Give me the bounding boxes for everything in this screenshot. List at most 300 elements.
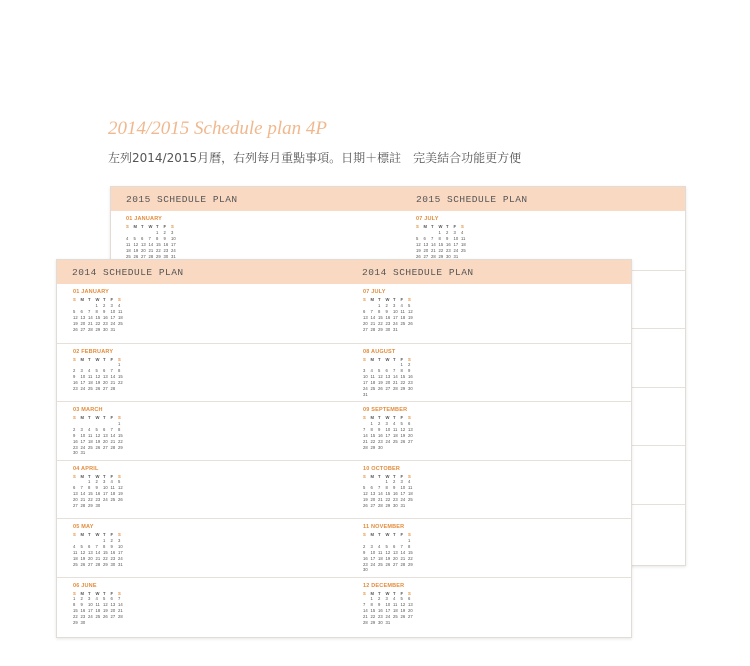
day-number: 9 (110, 543, 113, 549)
day-number: 23 (110, 555, 116, 561)
day-number: 4 (393, 596, 396, 602)
day-number: 2 (73, 426, 76, 432)
month-calendar (73, 583, 126, 626)
day-number: 16 (110, 549, 116, 555)
day-number: 6 (408, 420, 411, 426)
weekday-label: T (88, 590, 91, 596)
day-number: 15 (385, 491, 391, 497)
day-number: 28 (378, 503, 383, 509)
day-number: 12 (385, 549, 391, 555)
day-number: 15 (156, 241, 161, 247)
weekday-label: F (400, 356, 404, 362)
day-number: 16 (378, 608, 383, 614)
day-number: 20 (408, 608, 413, 614)
weekday-label: T (446, 224, 449, 229)
day-number: 29 (370, 444, 376, 450)
day-number: 5 (416, 235, 419, 241)
weekday-label: F (400, 415, 404, 420)
weekday-label: T (378, 356, 381, 362)
day-number: 30 (378, 620, 383, 626)
day-number: 16 (363, 555, 368, 561)
day-number: 27 (370, 503, 376, 509)
day-number: 27 (393, 561, 398, 567)
day-number: 29 (118, 444, 123, 450)
day-number: 26 (133, 253, 139, 259)
month-name: 01 JANUARY (126, 216, 163, 222)
day-number: 18 (378, 555, 383, 561)
day-number: 1 (73, 596, 76, 602)
day-number: 19 (385, 555, 391, 561)
day-number: 30 (110, 561, 116, 567)
day-number: 15 (88, 491, 93, 497)
day-number: 25 (461, 247, 466, 253)
day-number: 4 (88, 368, 91, 374)
day-number: 22 (103, 555, 108, 561)
day-number: 2 (393, 479, 396, 485)
day-number: 25 (110, 497, 116, 503)
day-number: 4 (95, 596, 98, 602)
day-number: 28 (431, 253, 436, 259)
day-number: 16 (80, 608, 86, 614)
day-number: 1 (370, 420, 373, 426)
day-number: 23 (80, 614, 86, 620)
month-name: 08 AUGUST (363, 348, 396, 355)
day-number: 8 (118, 368, 121, 374)
day-number: 28 (110, 386, 116, 392)
day-number: 29 (95, 326, 101, 332)
weekday-label: S (118, 356, 121, 362)
day-number: 18 (88, 438, 93, 444)
day-number: 27 (110, 614, 116, 620)
day-number: 3 (80, 368, 83, 374)
day-number: 17 (385, 608, 391, 614)
day-number: 31 (80, 450, 86, 456)
weekday-label: M (80, 590, 84, 596)
weekday-label: F (163, 224, 167, 229)
day-number: 17 (88, 608, 93, 614)
day-number: 15 (400, 374, 406, 380)
day-number: 2 (363, 543, 366, 549)
weekday-label: M (370, 297, 374, 302)
day-number: 20 (141, 247, 146, 253)
day-number: 13 (408, 426, 413, 432)
weekday-label: W (95, 590, 100, 596)
month-calendar (363, 583, 416, 626)
weekday-label: S (73, 415, 76, 420)
day-number: 1 (95, 302, 98, 308)
weekday-label: M (370, 356, 374, 362)
day-number: 31 (363, 391, 368, 397)
weekday-label: T (393, 415, 396, 420)
month-calendar (363, 289, 416, 332)
day-number: 5 (378, 368, 381, 374)
day-number: 6 (110, 596, 113, 602)
day-number: 18 (461, 241, 466, 247)
day-number: 13 (88, 549, 93, 555)
weekday-label: F (110, 590, 114, 596)
month-row (57, 577, 631, 636)
month-name: 02 FEBRUARY (73, 348, 114, 355)
day-number: 11 (378, 549, 383, 555)
day-number: 17 (110, 314, 116, 320)
day-number: 29 (408, 561, 413, 567)
day-number: 18 (88, 380, 93, 386)
weekday-label: S (73, 532, 76, 537)
day-number: 2 (95, 479, 98, 485)
weekday-label: S (461, 224, 464, 229)
day-number: 2 (408, 362, 411, 368)
month-calendar (73, 349, 126, 392)
weekday-label: T (103, 473, 106, 479)
day-grid (73, 415, 126, 456)
month-row (57, 401, 631, 460)
day-number: 4 (461, 229, 464, 235)
day-number: 31 (118, 561, 123, 567)
day-number: 17 (363, 380, 368, 386)
day-number: 28 (363, 444, 368, 450)
weekday-label: W (95, 415, 100, 420)
day-number: 30 (393, 503, 398, 509)
day-number: 23 (393, 497, 398, 503)
day-number: 17 (118, 549, 123, 555)
day-number: 24 (370, 561, 376, 567)
day-number: 29 (385, 503, 391, 509)
day-number: 7 (400, 543, 403, 549)
day-number: 14 (110, 432, 116, 438)
day-number: 18 (370, 380, 376, 386)
day-number: 11 (408, 485, 413, 491)
month-name: 11 NOVEMBER (363, 524, 405, 530)
weekday-label: M (423, 224, 427, 229)
day-number: 25 (88, 444, 93, 450)
day-number: 10 (385, 602, 391, 608)
weekday-label: T (431, 224, 434, 229)
day-number: 19 (400, 432, 406, 438)
day-number: 19 (73, 320, 78, 326)
day-grid (363, 415, 416, 450)
day-number: 18 (393, 608, 398, 614)
day-number: 14 (363, 432, 368, 438)
weekday-label: T (103, 415, 106, 420)
weekday-label: F (400, 590, 404, 596)
day-number: 15 (118, 432, 123, 438)
day-number: 26 (118, 497, 123, 503)
weekday-label: S (408, 415, 411, 420)
weekday-label: F (400, 473, 404, 479)
day-number: 20 (363, 320, 368, 326)
day-number: 19 (95, 438, 101, 444)
day-number: 8 (408, 543, 411, 549)
day-number: 25 (95, 614, 101, 620)
weekday-label: S (363, 356, 366, 362)
weekday-label: S (363, 297, 366, 302)
day-number: 22 (370, 438, 376, 444)
day-number: 21 (110, 438, 116, 444)
day-number: 28 (110, 444, 116, 450)
day-number: 6 (393, 543, 396, 549)
day-number: 19 (118, 491, 123, 497)
weekday-label: F (110, 356, 114, 362)
sheet-2014 (56, 259, 632, 638)
day-number: 10 (88, 602, 93, 608)
day-number: 22 (118, 438, 123, 444)
month-calendar (363, 407, 416, 450)
day-number: 10 (103, 485, 108, 491)
day-number: 19 (408, 314, 413, 320)
day-number: 29 (370, 620, 376, 626)
day-number: 21 (148, 247, 154, 253)
day-number: 1 (88, 479, 91, 485)
day-number: 12 (408, 308, 413, 314)
day-number: 22 (73, 614, 78, 620)
day-number: 21 (118, 608, 123, 614)
day-number: 4 (88, 426, 91, 432)
weekday-label: T (156, 224, 159, 229)
weekday-label: S (118, 297, 121, 302)
day-number: 30 (95, 503, 101, 509)
day-number: 13 (363, 314, 368, 320)
day-number: 27 (103, 386, 108, 392)
day-number: 18 (393, 432, 398, 438)
day-number: 5 (95, 426, 98, 432)
weekday-label: T (393, 473, 396, 479)
weekday-label: T (103, 297, 106, 302)
day-number: 8 (378, 308, 381, 314)
day-number: 12 (95, 374, 101, 380)
day-number: 6 (423, 235, 426, 241)
month-calendar (416, 216, 469, 259)
day-number: 4 (118, 302, 121, 308)
day-number: 13 (80, 314, 86, 320)
day-number: 22 (156, 247, 161, 253)
day-number: 11 (126, 241, 131, 247)
day-number: 22 (118, 380, 123, 386)
day-number: 1 (118, 362, 121, 368)
weekday-label: T (378, 473, 381, 479)
day-number: 8 (103, 543, 106, 549)
day-number: 20 (73, 497, 78, 503)
day-number: 28 (400, 561, 406, 567)
weekday-label: F (110, 473, 114, 479)
day-number: 12 (400, 426, 406, 432)
day-number: 6 (370, 485, 373, 491)
weekday-label: M (80, 532, 84, 537)
day-number: 30 (378, 444, 383, 450)
weekday-label: S (363, 532, 366, 537)
day-number: 1 (156, 229, 159, 235)
weekday-label: T (393, 532, 396, 537)
day-number: 9 (163, 235, 166, 241)
day-number: 22 (370, 614, 376, 620)
day-number: 16 (408, 374, 413, 380)
day-number: 20 (370, 497, 376, 503)
weekday-label: S (118, 473, 121, 479)
day-number: 26 (363, 503, 368, 509)
day-number: 19 (400, 608, 406, 614)
day-number: 19 (103, 608, 108, 614)
day-number: 29 (156, 253, 161, 259)
day-number: 5 (73, 308, 76, 314)
day-number: 28 (363, 620, 368, 626)
day-number: 29 (88, 503, 93, 509)
day-number: 28 (393, 386, 398, 392)
day-number: 6 (73, 485, 76, 491)
day-number: 23 (385, 320, 391, 326)
weekday-label: T (88, 415, 91, 420)
weekday-label: S (73, 473, 76, 479)
weekday-label: T (88, 473, 91, 479)
weekday-label: M (80, 415, 84, 420)
day-number: 1 (103, 537, 106, 543)
day-number: 14 (400, 549, 406, 555)
day-number: 18 (408, 491, 413, 497)
day-number: 21 (95, 555, 101, 561)
day-number: 10 (370, 549, 376, 555)
day-number: 26 (95, 444, 101, 450)
day-number: 25 (393, 614, 398, 620)
day-number: 9 (385, 308, 388, 314)
sheet-2015-header-right: 2015 SCHEDULE PLAN (416, 194, 528, 205)
sheet-2014-header-left: 2014 SCHEDULE PLAN (72, 267, 184, 278)
day-grid (73, 532, 126, 567)
day-grid (363, 297, 416, 332)
day-number: 14 (431, 241, 436, 247)
month-name: 04 APRIL (73, 465, 99, 472)
day-number: 2 (378, 596, 381, 602)
day-number: 30 (446, 253, 451, 259)
day-number: 11 (393, 602, 398, 608)
day-number: 14 (118, 602, 123, 608)
day-number: 28 (88, 326, 93, 332)
day-number: 18 (118, 314, 123, 320)
day-number: 10 (80, 374, 86, 380)
day-number: 21 (370, 320, 376, 326)
day-number: 24 (400, 497, 406, 503)
day-number: 6 (385, 368, 388, 374)
weekday-label: T (378, 415, 381, 420)
day-number: 29 (378, 326, 383, 332)
weekday-label: F (400, 532, 404, 537)
day-number: 31 (110, 326, 116, 332)
day-number: 7 (378, 485, 381, 491)
day-number: 27 (423, 253, 429, 259)
weekday-label: S (408, 532, 411, 537)
day-number: 27 (385, 386, 391, 392)
day-number: 7 (393, 368, 396, 374)
day-number: 22 (95, 320, 101, 326)
day-number: 20 (110, 608, 116, 614)
day-number: 5 (133, 235, 136, 241)
day-number: 16 (163, 241, 169, 247)
day-number: 17 (80, 380, 86, 386)
day-number: 17 (453, 241, 459, 247)
month-name: 05 MAY (73, 524, 94, 530)
day-number: 5 (400, 420, 403, 426)
day-number: 7 (431, 235, 434, 241)
day-number: 9 (393, 485, 396, 491)
day-number: 2 (73, 368, 76, 374)
day-number: 3 (385, 596, 388, 602)
day-number: 6 (408, 596, 411, 602)
day-number: 5 (95, 368, 98, 374)
day-number: 6 (80, 308, 83, 314)
day-number: 13 (73, 491, 78, 497)
day-grid (73, 357, 126, 392)
month-row (57, 460, 631, 519)
weekday-label: S (408, 473, 411, 479)
day-number: 1 (370, 596, 373, 602)
day-number: 5 (80, 543, 83, 549)
day-number: 3 (171, 229, 174, 235)
day-number: 17 (80, 438, 86, 444)
day-number: 3 (88, 596, 91, 602)
day-number: 23 (446, 247, 451, 253)
day-number: 2 (110, 537, 113, 543)
day-number: 4 (370, 368, 373, 374)
sheet-2015-header (111, 187, 685, 211)
weekday-label: S (408, 590, 411, 596)
day-number: 23 (163, 247, 169, 253)
day-number: 16 (73, 438, 78, 444)
day-number: 16 (95, 491, 101, 497)
weekday-label: S (73, 590, 76, 596)
day-number: 10 (385, 426, 391, 432)
weekday-label: S (363, 590, 366, 596)
day-number: 25 (378, 561, 383, 567)
weekday-label: W (95, 297, 100, 302)
day-number: 25 (408, 497, 413, 503)
day-number: 26 (400, 614, 406, 620)
day-number: 18 (95, 608, 101, 614)
day-number: 8 (95, 308, 98, 314)
weekday-label: F (400, 297, 404, 302)
day-number: 9 (408, 368, 411, 374)
day-number: 30 (103, 326, 108, 332)
day-number: 16 (385, 314, 391, 320)
day-number: 24 (118, 555, 123, 561)
day-number: 29 (400, 386, 406, 392)
month-name: 03 MARCH (73, 407, 103, 413)
weekday-label: W (385, 532, 390, 537)
weekday-label: T (141, 224, 144, 229)
day-number: 13 (141, 241, 146, 247)
day-number: 12 (95, 432, 101, 438)
day-number: 2 (163, 229, 166, 235)
day-number: 6 (103, 426, 106, 432)
day-number: 7 (95, 543, 98, 549)
day-number: 8 (400, 368, 403, 374)
day-number: 3 (400, 479, 403, 485)
day-number: 27 (141, 253, 146, 259)
day-number: 4 (400, 302, 403, 308)
weekday-label: T (88, 297, 91, 302)
day-number: 24 (80, 444, 86, 450)
day-number: 3 (103, 479, 106, 485)
day-number: 1 (438, 229, 441, 235)
day-number: 25 (393, 438, 398, 444)
day-number: 21 (363, 438, 368, 444)
weekday-label: W (385, 473, 390, 479)
weekday-label: S (118, 590, 121, 596)
day-number: 3 (385, 420, 388, 426)
day-number: 3 (118, 537, 121, 543)
day-number: 19 (363, 497, 368, 503)
day-number: 15 (95, 314, 101, 320)
day-number: 24 (80, 386, 86, 392)
day-number: 30 (385, 326, 391, 332)
day-number: 7 (110, 368, 113, 374)
day-number: 28 (95, 561, 101, 567)
